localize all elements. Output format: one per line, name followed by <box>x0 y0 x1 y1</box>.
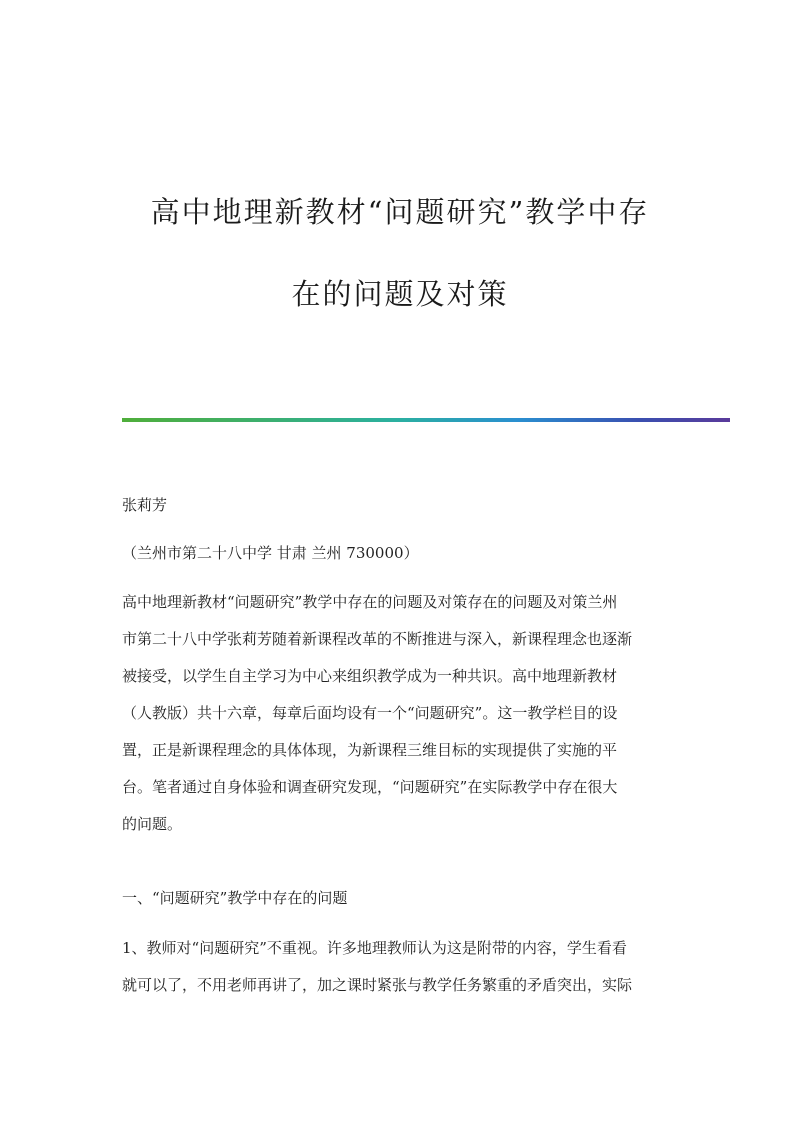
title-line-2: 在的问题及对策 <box>291 277 509 311</box>
title-line-1: 高中地理新教材“问题研究”教学中存 <box>150 195 650 229</box>
title-divider <box>122 418 730 422</box>
paragraph-1-line: 高中地理新教材“问题研究”教学中存在的问题及对策存在的问题及对策兰州 <box>122 593 618 611</box>
paragraph-1-line: （人教版）共十六章，每章后面均设有一个“问题研究”。这一教学栏目的设 <box>122 704 618 722</box>
paragraph-2-line: 1、教师对“问题研究”不重视。许多地理教师认为这是附带的内容，学生看看 <box>122 939 627 957</box>
paragraph-1-line: 台。笔者通过自身体验和调查研究发现，“问题研究”在实际教学中存在很大 <box>122 778 618 796</box>
affiliation: （兰州市第二十八中学 甘肃 兰州 730000） <box>122 544 419 562</box>
paragraph-2 <box>122 937 682 1011</box>
paragraph-1-line: 置，正是新课程理念的具体体现，为新课程三维目标的实现提供了实施的平 <box>122 741 618 759</box>
paragraph-2-line: 就可以了，不用老师再讲了，加之课时紧张与教学任务繁重的矛盾突出，实际 <box>122 976 633 994</box>
paragraph-1 <box>122 591 682 850</box>
paragraph-1-line: 被接受，以学生自主学习为中心来组织教学成为一种共识。高中地理新教材 <box>122 667 618 685</box>
paragraph-1-line: 市第二十八中学张莉芳随着新课程改革的不断推进与深入，新课程理念也逐渐 <box>122 630 633 648</box>
author: 张莉芳 <box>122 496 168 514</box>
section-heading: 一、“问题研究”教学中存在的问题 <box>122 889 348 907</box>
paragraph-1-line: 的问题。 <box>122 815 183 833</box>
